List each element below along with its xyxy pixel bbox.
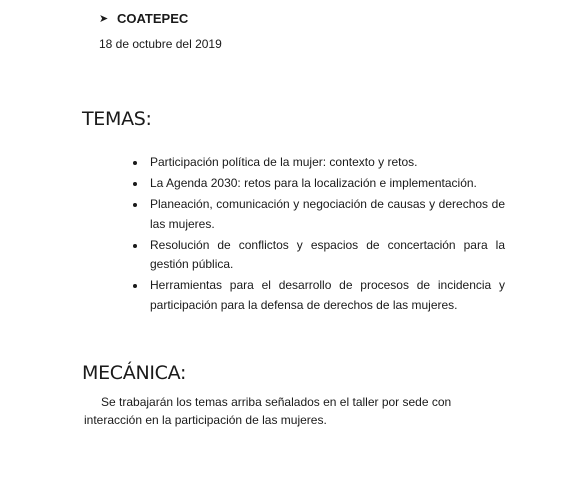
event-date: 18 de octubre del 2019 xyxy=(99,37,222,51)
bullet-icon xyxy=(133,284,137,288)
topic-text: Participación política de la mujer: contexto y retos. xyxy=(150,155,418,169)
location-heading xyxy=(99,11,188,26)
topic-text: La Agenda 2030: retos para la localización e implementación. xyxy=(150,176,477,190)
bullet-icon xyxy=(133,182,137,186)
arrow-bullet-icon: ➤ xyxy=(99,13,109,25)
topic-text: Planeación, comunicación y negociación de causas y derechos de las mujeres. xyxy=(150,197,505,231)
topic-item xyxy=(130,153,505,173)
topic-text: Herramientas para el desarrollo de procesos de incidencia y participación para la defensa de derechos de las mujeres. xyxy=(150,278,505,312)
topics-heading: TEMAS: xyxy=(82,108,152,130)
bullet-icon xyxy=(133,203,137,207)
topic-text: Resolución de conflictos y espacios de concertación para la gestión pública. xyxy=(150,237,505,271)
mechanics-heading: MECÁNICA: xyxy=(82,362,187,384)
mechanics-paragraph: Se trabajarán los temas arriba señalados en el taller por sede con interacción en la participación de las mujeres. xyxy=(84,395,452,427)
location-label: COATEPEC xyxy=(117,11,189,26)
bullet-icon xyxy=(133,161,137,165)
topic-item xyxy=(130,236,505,275)
topic-item xyxy=(130,195,505,234)
topic-item xyxy=(130,276,505,315)
bullet-icon xyxy=(133,244,137,248)
topics-list xyxy=(130,153,505,317)
topic-item xyxy=(130,174,505,194)
